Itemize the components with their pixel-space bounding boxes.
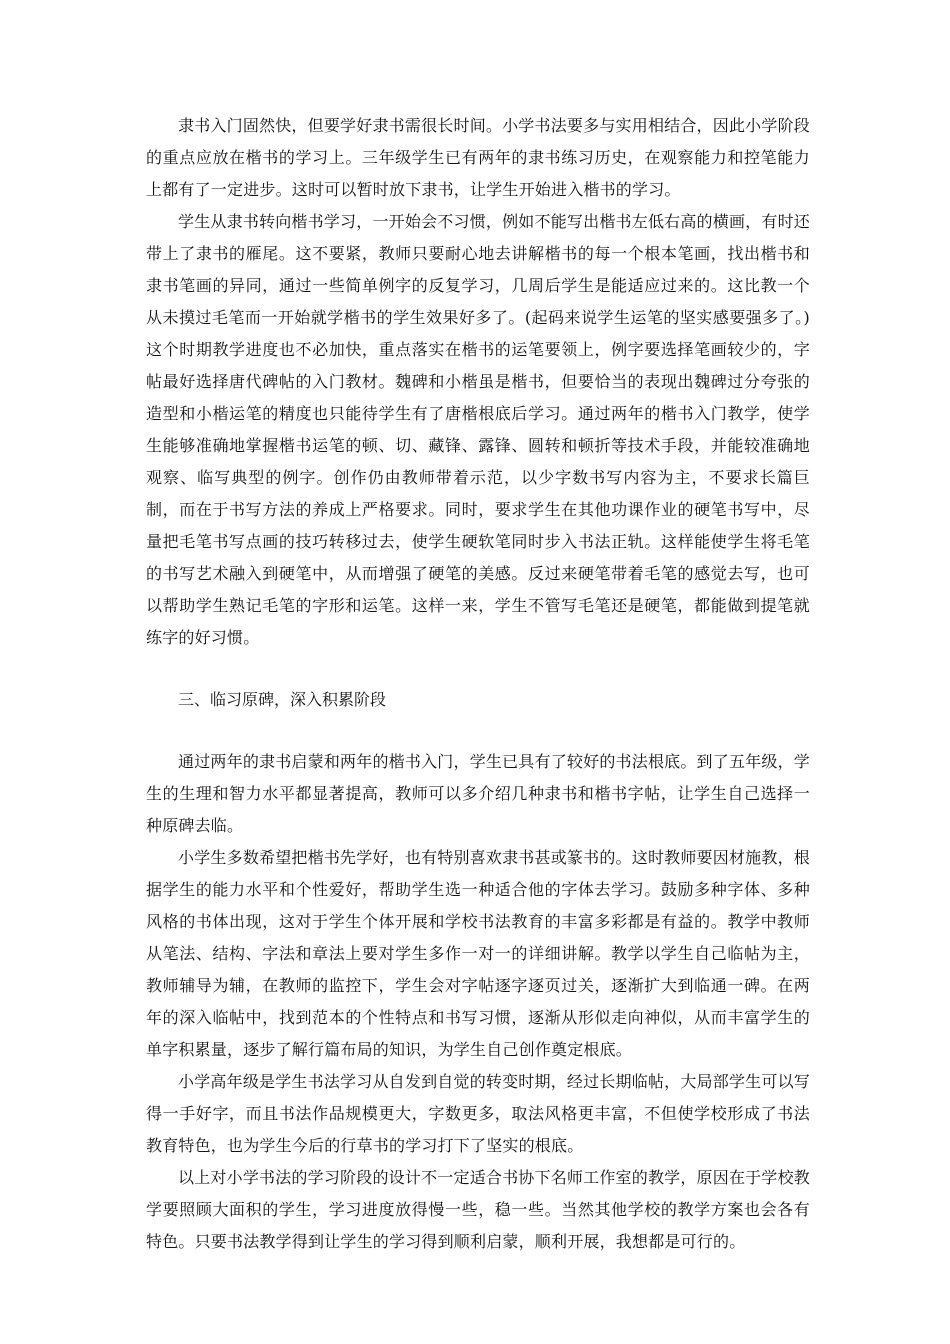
paragraph-stage-three-intro: 通过两年的隶书启蒙和两年的楷书入门，学生已具有了较好的书法根底。到了五年级，学生的生理和智力水平都显著提高，教师可以多介绍几种隶书和楷书字帖，让学生自己选择一种原碑去临。 [146, 752, 810, 835]
paragraph-lishu-foundation: 隶书入门固然快，但要学好隶书需很长时间。小学书法要多与实用相结合，因此小学阶段的重点应放在楷书的学习上。三年级学生已有两年的隶书练习历史，在观察能力和控笔能力上都有了一定进步。这时可以暂时放下隶书，让学生开始进入楷书的学习。 [146, 116, 810, 199]
paragraph-teaching-by-aptitude: 小学生多数希望把楷书先学好，也有特别喜欢隶书甚或篆书的。这时教师要因材施教，根据学生的能力水平和个性爱好，帮助学生选一种适合他的字体去学习。鼓励多种字体、多种风格的书体出现，这对于学生个体开展和学校书法教育的丰富多彩都是有益的。教学中教师从笔法、结构、字法和章法上要对学生多作一对一的详细讲解。教学以学生自己临帖为主，教师辅导为辅，在教师的监控下，学生会对字帖逐字逐页过关，逐渐扩大到临通一碑。在两年的深入临帖中，找到范本的个性特点和书写习惯，逐渐从形似走向神似，从而丰富学生的单字积累量，逐步了解行篇布局的知识，为学生自己创作奠定根底。 [146, 848, 810, 1059]
paragraph-conclusion: 以上对小学书法的学习阶段的设计不一定适合书协下名师工作室的教学，原因在于学校教学要照顾大面积的学生，学习进度放得慢一些，稳一些。当然其他学校的教学方案也会各有特色。只要书法教学得到让学生的学习得到顺利启蒙，顺利开展，我想都是可行的。 [146, 1168, 810, 1251]
paragraph-transition-to-kaishu: 学生从隶书转向楷书学习，一开始会不习惯，例如不能写出楷书左低右高的横画，有时还带上了隶书的雁尾。这不要紧，教师只要耐心地去讲解楷书的每一个根本笔画，找出楷书和隶书笔画的异同，通过一些简单例字的反复学习，几周后学生是能适应过来的。这比教一个从未摸过毛笔而一开始就学楷书的学生效果好多了。(起码来说学生运笔的坚实感要强多了。)这个时期教学进度也不必加快，重点落实在楷书的运笔要领上，例字要选择笔画较少的，字帖最好选择唐代碑帖的入门教材。魏碑和小楷虽是楷书，但要恰当的表现出魏碑过分夸张的造型和小楷运笔的精度也只能待学生有了唐楷根底后学习。通过两年的楷书入门教学，使学生能够准确地掌握楷书运笔的顿、切、藏锋、露锋、圆转和顿折等技术手段，并能较准确地观察、临写典型的例字。创作仍由教师带着示范，以少字数书写内容为主，不要求长篇巨制，而在于书写方法的养成上严格要求。同时，要求学生在其他功课作业的硬笔书写中，尽量把毛笔书写点画的技巧转移过去，使学生硬软笔同时步入书法正轨。这样能使学生将毛笔的书写艺术融入到硬笔中，从而增强了硬笔的美感。反过来硬笔带着毛笔的感觉去写，也可以帮助学生熟记毛笔的字形和运笔。这样一来，学生不管写毛笔还是硬笔，都能做到提笔就练字的好习惯。 [146, 212, 810, 647]
document-page [146, 110, 810, 1258]
paragraph-upper-grade-transition: 小学高年级是学生书法学习从自发到自觉的转变时期，经过长期临帖，大局部学生可以写得一手好字，而且书法作品规模更大，字数更多，取法风格更丰富，不但使学校形成了书法教育特色，也为学生今后的行草书的学习打下了坚实的根底。 [146, 1072, 810, 1155]
section-heading-stage-three: 三、临习原碑，深入积累阶段 [178, 690, 387, 709]
